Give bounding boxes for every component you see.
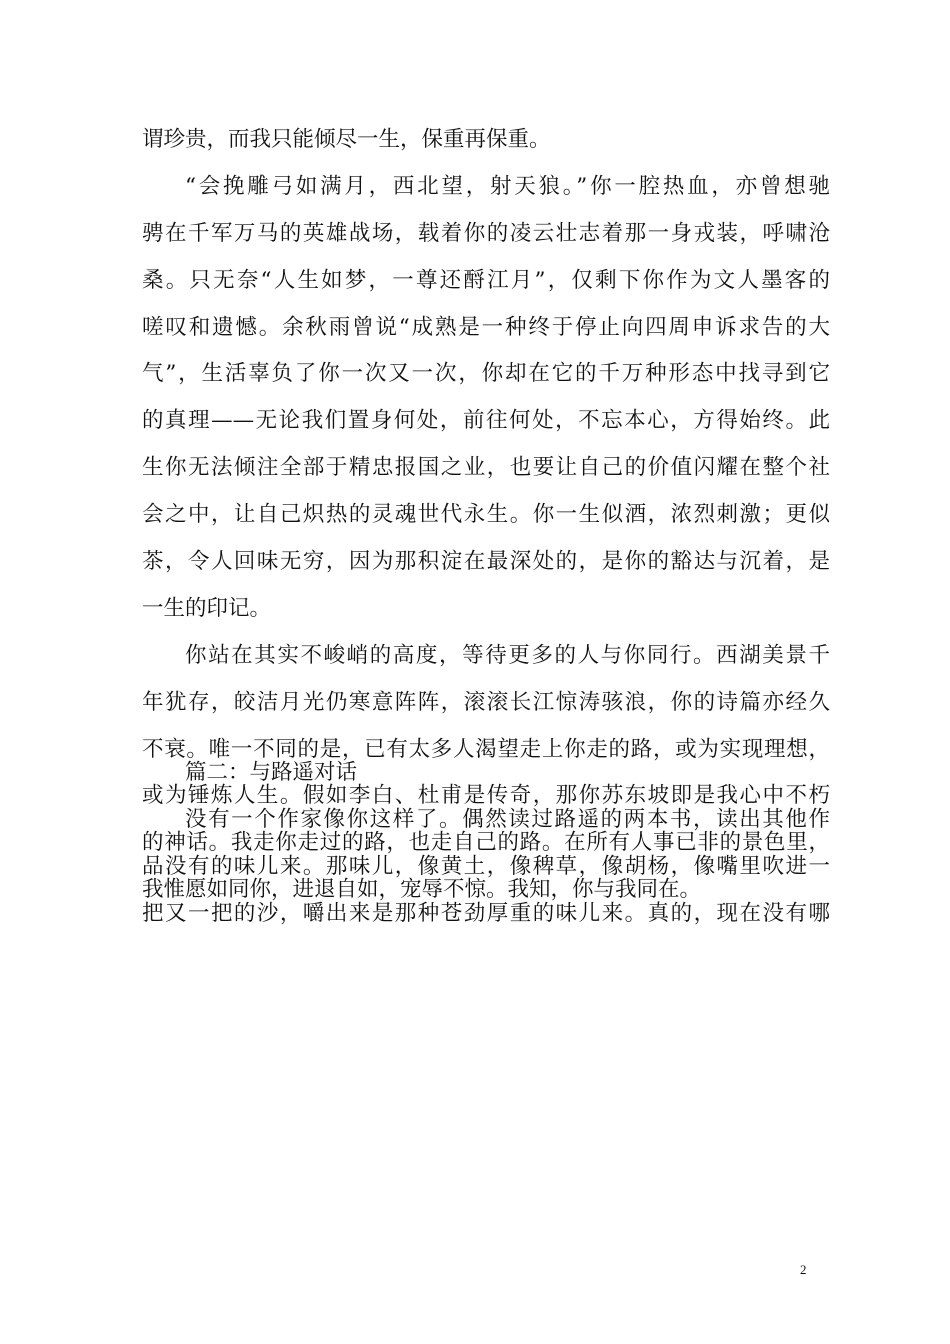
text-line: 茶，令人回味无穷，因为那积淀在最深处的，是你的豁达与沉着，是 bbox=[142, 549, 830, 575]
text-line: 骋在千军万马的英雄战场，载着你的凌云壮志着那一身戎装，呼啸沧 bbox=[142, 220, 830, 246]
section-title: 篇二：与路遥对话 bbox=[185, 760, 358, 785]
text-line: 会之中，让自己炽热的灵魂世代永生。你一生似酒，浓烈刺激；更似 bbox=[142, 502, 830, 528]
text-line: 品没有的味儿来。那味儿，像黄土，像稗草，像胡杨，像嘴里吹进一 bbox=[142, 853, 830, 879]
text-line: 不衰。唯一不同的是，已有太多人渴望走上你走的路，或为实现理想， bbox=[142, 736, 830, 762]
text-line: 我惟愿如同你，进退自如，宠辱不惊。我知，你与我同在。 bbox=[142, 877, 702, 903]
text-line: 把又一把的沙，嚼出来是那种苍劲厚重的味儿来。真的，现在没有哪 bbox=[142, 900, 830, 926]
page-number: 2 bbox=[800, 1262, 807, 1277]
text-line: 桑。只无奈“人生如梦，一尊还酹江月”，仅剩下你作为文人墨客的 bbox=[142, 267, 830, 293]
text-line: 的真理——无论我们置身何处，前往何处，不忘本心，方得始终。此 bbox=[142, 408, 830, 434]
text-line: 谓珍贵，而我只能倾尽一生，保重再保重。 bbox=[142, 127, 551, 152]
text-line: 一生的印记。 bbox=[142, 595, 272, 621]
text-line: 生你无法倾注全部于精忠报国之业，也要让自己的价值闪耀在整个社 bbox=[142, 455, 830, 481]
text-line: 你站在其实不峻峭的高度，等待更多的人与你同行。西湖美景千 bbox=[185, 642, 830, 668]
section-heading-block bbox=[142, 750, 830, 938]
text-line: 或为锤炼人生。假如李白、杜甫是传奇，那你苏东坡即是我心中不朽 bbox=[142, 783, 830, 809]
text-line: 的神话。我走你走过的路，也走自己的路。在所有人事已非的景色里， bbox=[142, 830, 830, 856]
text-line: 没有一个作家像你这样了。偶然读过路遥的两本书，读出其他作 bbox=[185, 806, 830, 832]
text-line: 嗟叹和遗憾。余秋雨曾说“成熟是一种终于停止向四周申诉求告的大 bbox=[142, 314, 830, 340]
text-line: 年犹存，皎洁月光仍寒意阵阵，滚滚长江惊涛骇浪，你的诗篇亦经久 bbox=[142, 689, 830, 715]
text-line: “会挽雕弓如满月，西北望，射天狼。”你一腔热血，亦曾想驰 bbox=[185, 173, 830, 199]
text-line: 气”，生活辜负了你一次又一次，你却在它的千万种形态中找寻到它 bbox=[142, 361, 830, 387]
